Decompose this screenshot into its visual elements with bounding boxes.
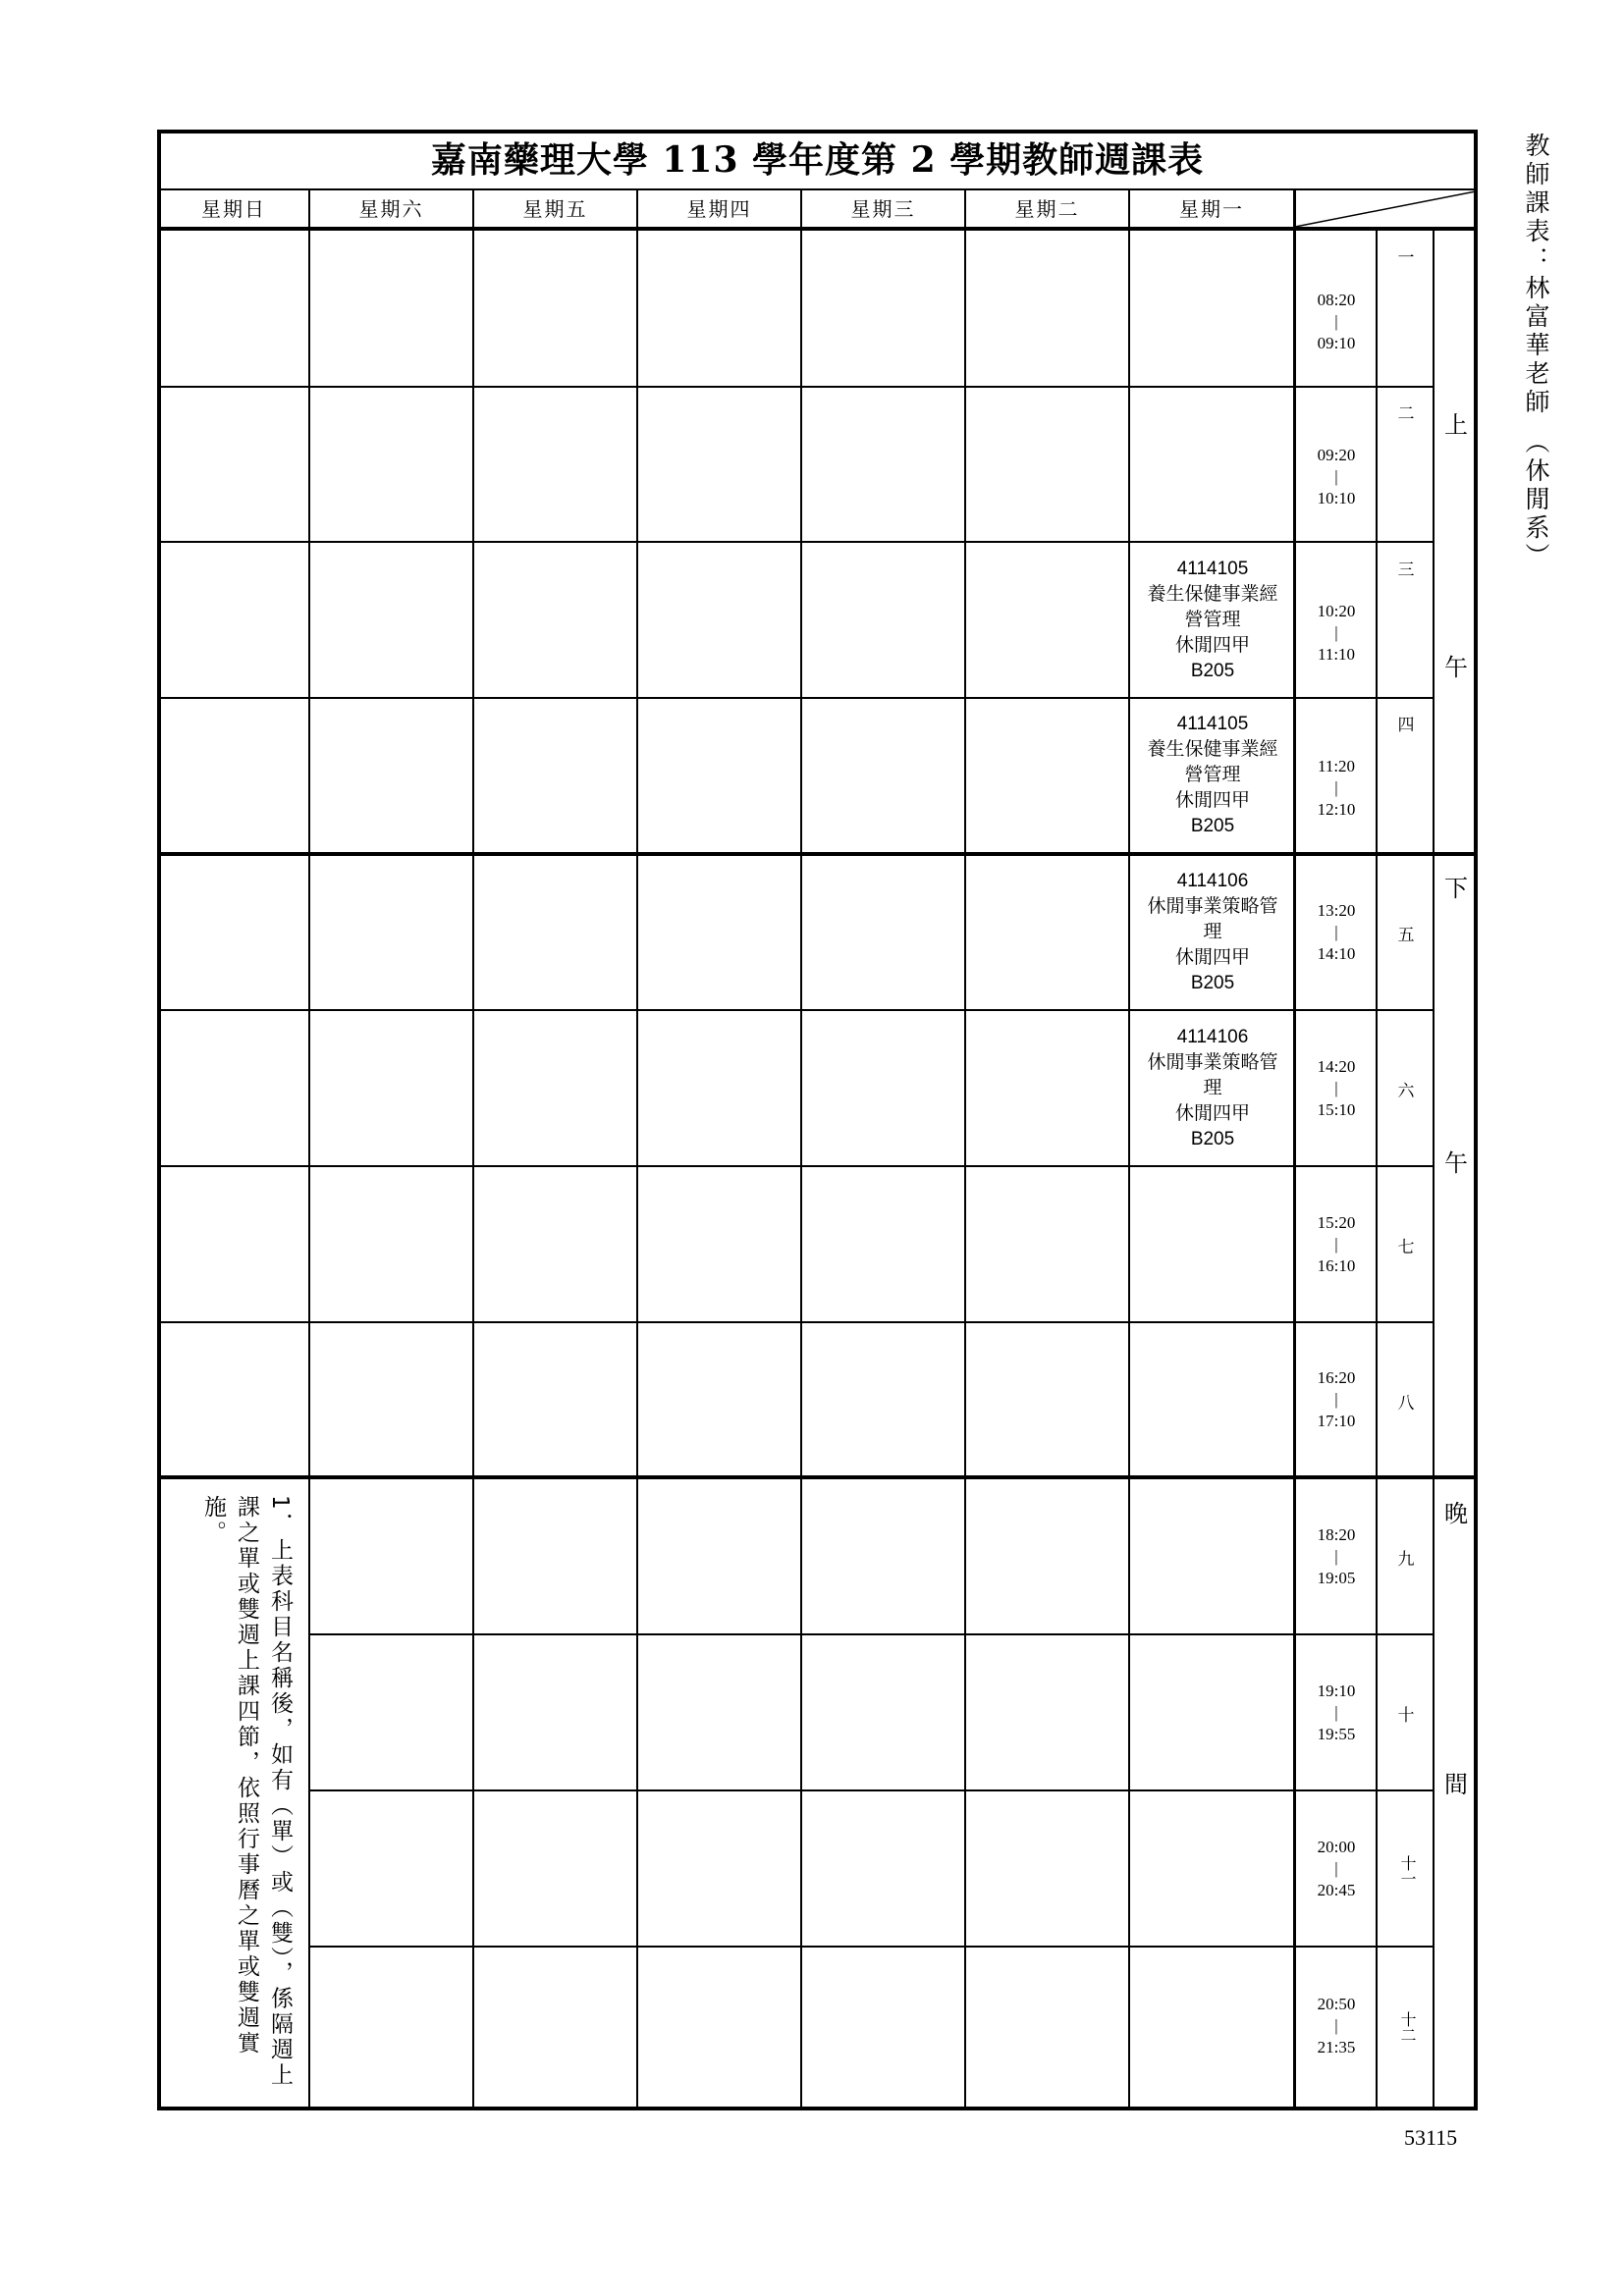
col-line bbox=[472, 189, 474, 2109]
period-time: 14:20 | 15:10 bbox=[1317, 1056, 1356, 1119]
section-label-evening: 間 bbox=[1444, 1771, 1468, 1798]
period-time: 13:20 | 14:10 bbox=[1317, 901, 1356, 963]
course-room: B205 bbox=[1190, 1128, 1235, 1149]
course-room: B205 bbox=[1190, 816, 1235, 836]
course-code: 4114106 bbox=[1176, 871, 1249, 891]
session-divider bbox=[157, 1475, 1478, 1479]
row-line bbox=[309, 1633, 1434, 1635]
col-line bbox=[1128, 189, 1130, 2109]
page-title: 嘉南藥理大學 113 學年度第 2 學期教師週課表 bbox=[430, 139, 1205, 181]
day-header-mon: 星期一 bbox=[1179, 197, 1244, 221]
day-header-sun: 星期日 bbox=[201, 197, 266, 221]
day-header-thu: 星期四 bbox=[686, 197, 752, 221]
course-name: 養生保健事業經 bbox=[1147, 739, 1278, 760]
period-number: 一 bbox=[1397, 248, 1415, 268]
col-line bbox=[964, 189, 966, 2109]
section-label-evening: 晚 bbox=[1444, 1500, 1468, 1527]
course-class: 休閒四甲 bbox=[1174, 1102, 1250, 1124]
course-class: 休閒四甲 bbox=[1174, 790, 1250, 811]
course-code: 4114105 bbox=[1176, 714, 1249, 734]
course-cell bbox=[1131, 856, 1294, 1009]
header-divider bbox=[157, 227, 1478, 231]
period-number: 五 bbox=[1397, 926, 1415, 945]
course-name: 理 bbox=[1203, 922, 1222, 942]
day-header-wed: 星期三 bbox=[850, 197, 916, 221]
period-number: 十 bbox=[1397, 1706, 1415, 1726]
day-header-fri: 星期五 bbox=[522, 197, 588, 221]
section-label-morning: 上 bbox=[1444, 411, 1468, 439]
course-code: 4114105 bbox=[1176, 558, 1249, 579]
course-room: B205 bbox=[1190, 660, 1235, 681]
col-line bbox=[636, 189, 638, 2109]
col-line bbox=[1433, 229, 1435, 2109]
page-code: 53115 bbox=[1404, 2125, 1458, 2150]
period-number: 九 bbox=[1397, 1550, 1415, 1570]
period-time: 20:50 | 21:35 bbox=[1317, 1995, 1356, 2056]
period-number: 七 bbox=[1397, 1238, 1415, 1257]
period-time: 11:20 | 12:10 bbox=[1317, 756, 1356, 819]
row-line bbox=[309, 1946, 1434, 1948]
row-line bbox=[309, 1789, 1434, 1791]
day-header-tue: 星期二 bbox=[1014, 197, 1080, 221]
course-name: 營管理 bbox=[1184, 765, 1241, 785]
row-line bbox=[157, 386, 1434, 388]
period-number: 十一 bbox=[1398, 1855, 1417, 1887]
period-number: 二 bbox=[1397, 404, 1415, 424]
period-number: 六 bbox=[1397, 1082, 1415, 1101]
day-header-sat: 星期六 bbox=[358, 197, 424, 221]
course-name: 養生保健事業經 bbox=[1147, 583, 1278, 605]
course-name: 營管理 bbox=[1184, 609, 1241, 630]
period-time: 16:20 | 17:10 bbox=[1317, 1367, 1356, 1430]
course-cell bbox=[1131, 1011, 1294, 1165]
period-number: 三 bbox=[1397, 561, 1415, 580]
course-class: 休閒四甲 bbox=[1174, 947, 1250, 968]
section-label-morning: 午 bbox=[1444, 654, 1468, 681]
section-label-afternoon: 下 bbox=[1444, 875, 1468, 902]
col-line bbox=[800, 189, 802, 2109]
course-cell bbox=[1131, 543, 1294, 697]
period-time: 20:00 | 20:45 bbox=[1317, 1837, 1356, 1899]
row-line bbox=[157, 1165, 1434, 1167]
period-number: 十二 bbox=[1398, 2011, 1417, 2043]
teacher-title: 教師課表：林富華老師 （休閒系） bbox=[1522, 133, 1550, 571]
row-line bbox=[157, 1321, 1434, 1323]
period-number: 四 bbox=[1397, 716, 1415, 735]
title-divider bbox=[157, 188, 1478, 190]
period-time: 19:10 | 19:55 bbox=[1317, 1681, 1356, 1743]
period-number: 八 bbox=[1397, 1394, 1415, 1414]
period-time: 10:20 | 11:10 bbox=[1317, 601, 1356, 664]
col-line bbox=[308, 189, 310, 2109]
period-time: 18:20 | 19:05 bbox=[1317, 1524, 1356, 1587]
course-room: B205 bbox=[1190, 973, 1235, 993]
header-diagonal bbox=[1295, 189, 1476, 229]
course-cell bbox=[1131, 699, 1294, 852]
course-name: 休閒事業策略管 bbox=[1147, 1051, 1278, 1073]
course-name: 休閒事業策略管 bbox=[1147, 896, 1278, 917]
section-label-afternoon: 午 bbox=[1444, 1149, 1468, 1177]
course-class: 休閒四甲 bbox=[1174, 634, 1250, 656]
course-code: 4114106 bbox=[1176, 1026, 1249, 1047]
course-name: 理 bbox=[1203, 1077, 1222, 1098]
period-time: 15:20 | 16:10 bbox=[1317, 1212, 1356, 1275]
period-time: 08:20 | 09:10 bbox=[1317, 290, 1356, 352]
period-time: 09:20 | 10:10 bbox=[1317, 445, 1356, 507]
schedule-note: 1．上表科目名稱後，如有（單）或（雙），係隔週上課之單或雙週上課四節，依照行事曆之單或雙週實施。 bbox=[200, 1495, 293, 2089]
